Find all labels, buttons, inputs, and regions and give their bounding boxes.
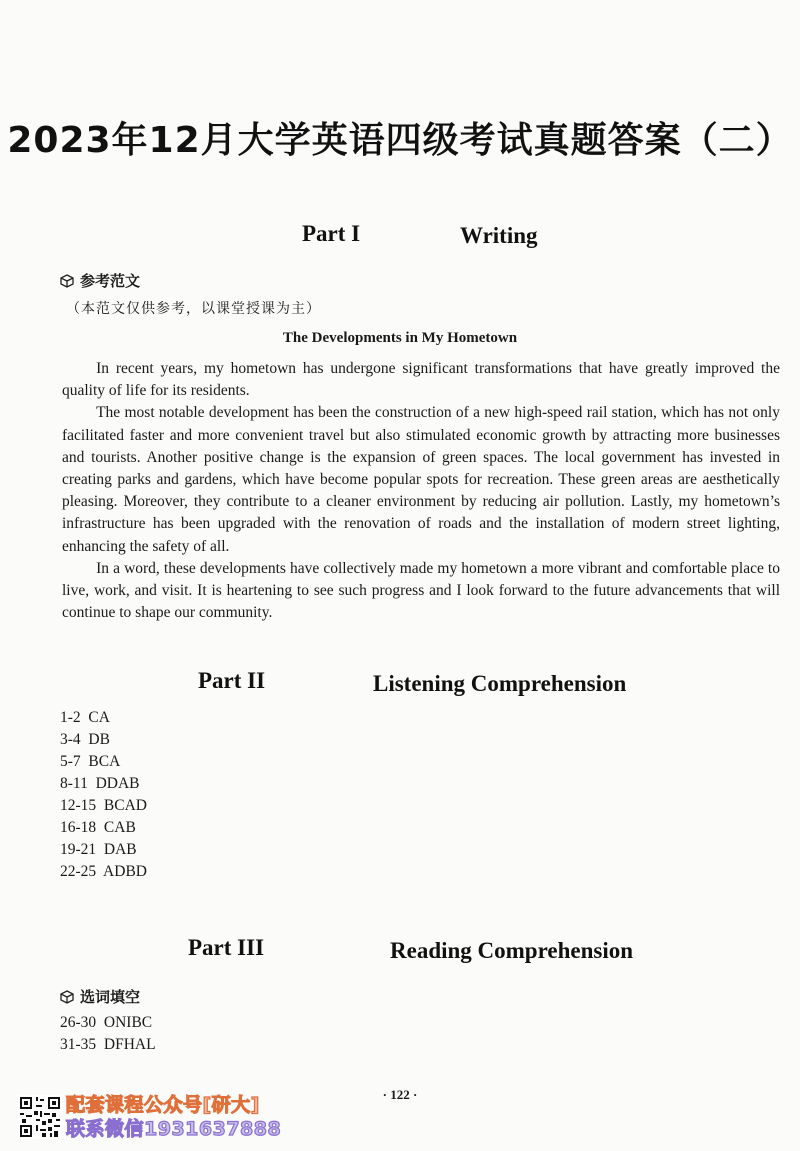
answer-line: 3-4 DB [60, 731, 110, 748]
page-number: · 122 · [382, 1087, 418, 1102]
essay-paragraph: In recent years, my hometown has undergone significant transformations that have greatly improved the quality of life for its residents. [62, 360, 780, 400]
essay-body [62, 358, 780, 624]
answer-line: 1-2 CA [60, 709, 110, 726]
part1-section-label [60, 270, 140, 291]
answer-line: 26-30 ONIBC [60, 1014, 153, 1031]
promo-line1: 配套课程公众号[研大] [66, 1094, 260, 1116]
essay-paragraph: In a word, these developments have collectively made my hometown a more vibrant and comfortable place to live, work, and visit. It is heartening to see such progress and I look forward to the future advancements that will continue to shape our community. [62, 559, 780, 622]
cube-icon [60, 990, 74, 1004]
answer-line: 8-11 DDAB [60, 775, 140, 792]
part1-number: Part I [302, 221, 361, 246]
essay-title: The Developments in My Hometown [282, 330, 518, 346]
part1-name: Writing [460, 223, 538, 248]
answer-line: 5-7 BCA [60, 753, 121, 770]
essay-paragraph: The most notable development has been the construction of a new high-speed rail station, which has not only facilitated faster and more convenient travel but also stimulated economic growth by attracting more businesses and tourists. Another positive change is the expansion of green spaces. The local government has invested in creating parks and gardens, which have become popular spots for recreation. These green areas are aesthetically pleasing. Moreover, they contribute to a cleaner environment by reducing air pollution. Lastly, my hometown’s infrastructure has been upgraded with the renovation of roads and the installation of modern street lighting, enhancing the safety of all. [62, 404, 780, 555]
section-label-text: 参考范文 [80, 272, 141, 290]
answer-line: 12-15 BCAD [60, 797, 147, 814]
promo-watermark [66, 1093, 281, 1141]
essay-note: （本范文仅供参考，以课堂授课为主） [66, 301, 321, 317]
page-title: 2023年12月大学英语四级考试真题答案（二） [7, 120, 793, 161]
section-label-text: 选词填空 [80, 988, 141, 1006]
answer-line: 22-25 ADBD [60, 863, 147, 880]
answer-line: 19-21 DAB [60, 841, 137, 858]
answer-line: 16-18 CAB [60, 819, 136, 836]
cube-icon [60, 274, 74, 288]
promo-line2: 联系微信1931637888 [66, 1118, 282, 1140]
part2-number: Part II [198, 668, 266, 693]
qr-code-icon [18, 1095, 62, 1139]
part2-name: Listening Comprehension [373, 671, 627, 696]
answer-line: 31-35 DFHAL [60, 1036, 156, 1053]
part3-number: Part III [188, 935, 265, 960]
part3-name: Reading Comprehension [390, 938, 634, 963]
part3-section-label [60, 986, 140, 1007]
reading-answers [60, 1012, 156, 1056]
listening-answers [60, 707, 147, 883]
